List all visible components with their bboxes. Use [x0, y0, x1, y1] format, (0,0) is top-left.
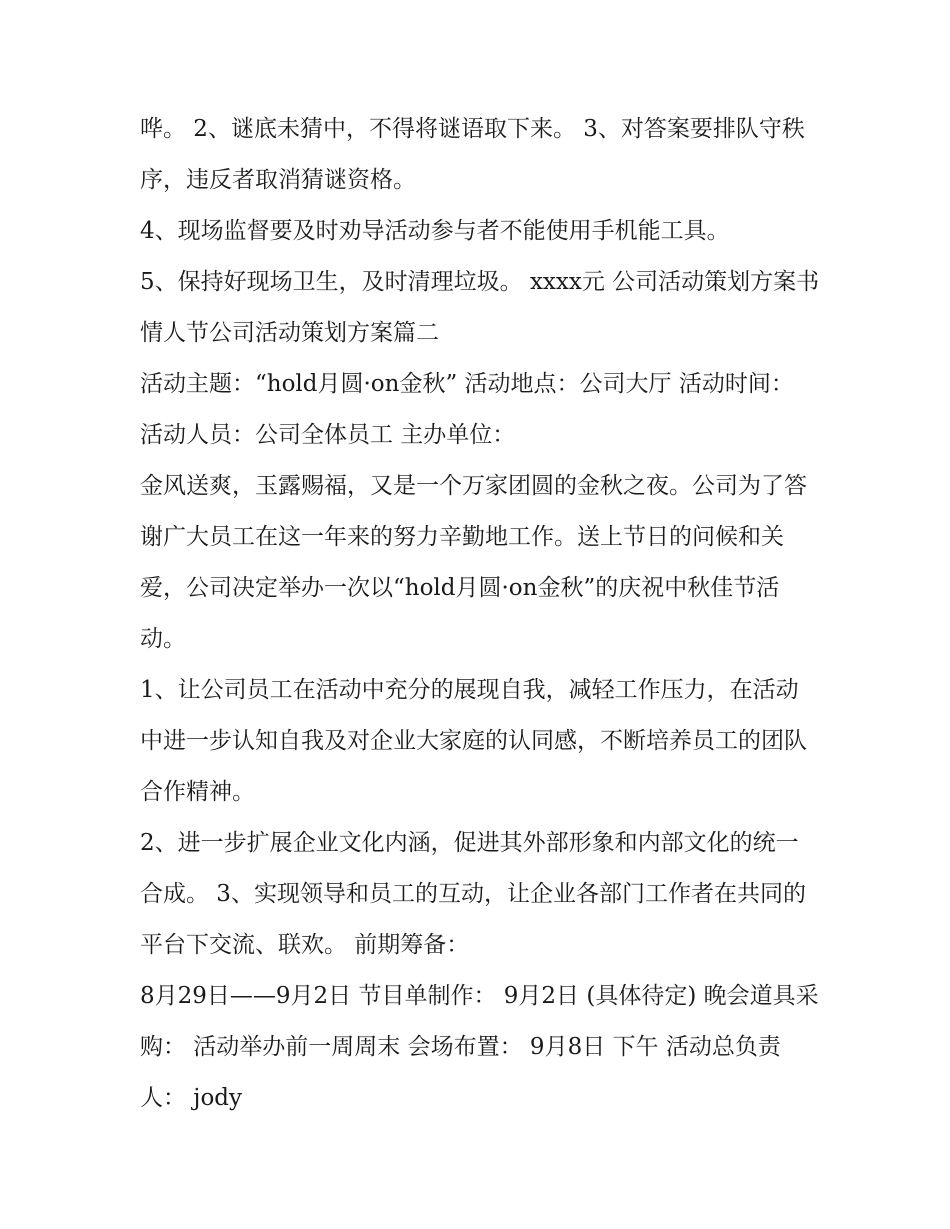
paragraph-7: 2、进一步扩展企业文化内涵，促进其外部形象和内部文化的统一合成。 3、实现领导和员工的互动，让企业各部门工作者在共同的平台下交流、联欢。 前期筹备： [140, 830, 806, 958]
paragraph-3: 5、保持好现场卫生，及时清理垃圾。 xxxx元 公司活动策划方案书 情人节公司活动策划方案篇二 [140, 269, 827, 346]
document-body [140, 104, 827, 1124]
paragraph-5: 金风送爽，玉露赐福，又是一个万家团圆的金秋之夜。公司为了答谢广大员工在这一年来的努力辛勤地工作。送上节日的问候和关爱，公司决定举办一次以“hold月圆·on金秋”的庆祝中秋佳节活动。 [140, 473, 807, 652]
paragraph-4: 活动主题：“hold月圆·on金秋” 活动地点：公司大厅 活动时间： 活动人员：公司全体员工 主办单位： [140, 371, 802, 448]
paragraph-6: 1、让公司员工在活动中充分的展现自我，减轻工作压力，在活动中进一步认知自我及对企业大家庭的认同感，不断培养员工的团队合作精神。 [140, 677, 807, 805]
paragraph-1: 哗。 2、谜底未猜中，不得将谜语取下来。 3、对答案要排队守秩序，违反者取消猜谜资格。 [140, 116, 805, 193]
paragraph-2: 4、现场监督要及时劝导活动参与者不能使用手机能工具。 [140, 218, 730, 244]
paragraph-8: 8月29日——9月2日 节目单制作： 9月2日 (具体待定) 晚会道具采购： 活动举办前一周周末 会场布置： 9月8日 下午 活动总负责人： jody [140, 983, 819, 1111]
